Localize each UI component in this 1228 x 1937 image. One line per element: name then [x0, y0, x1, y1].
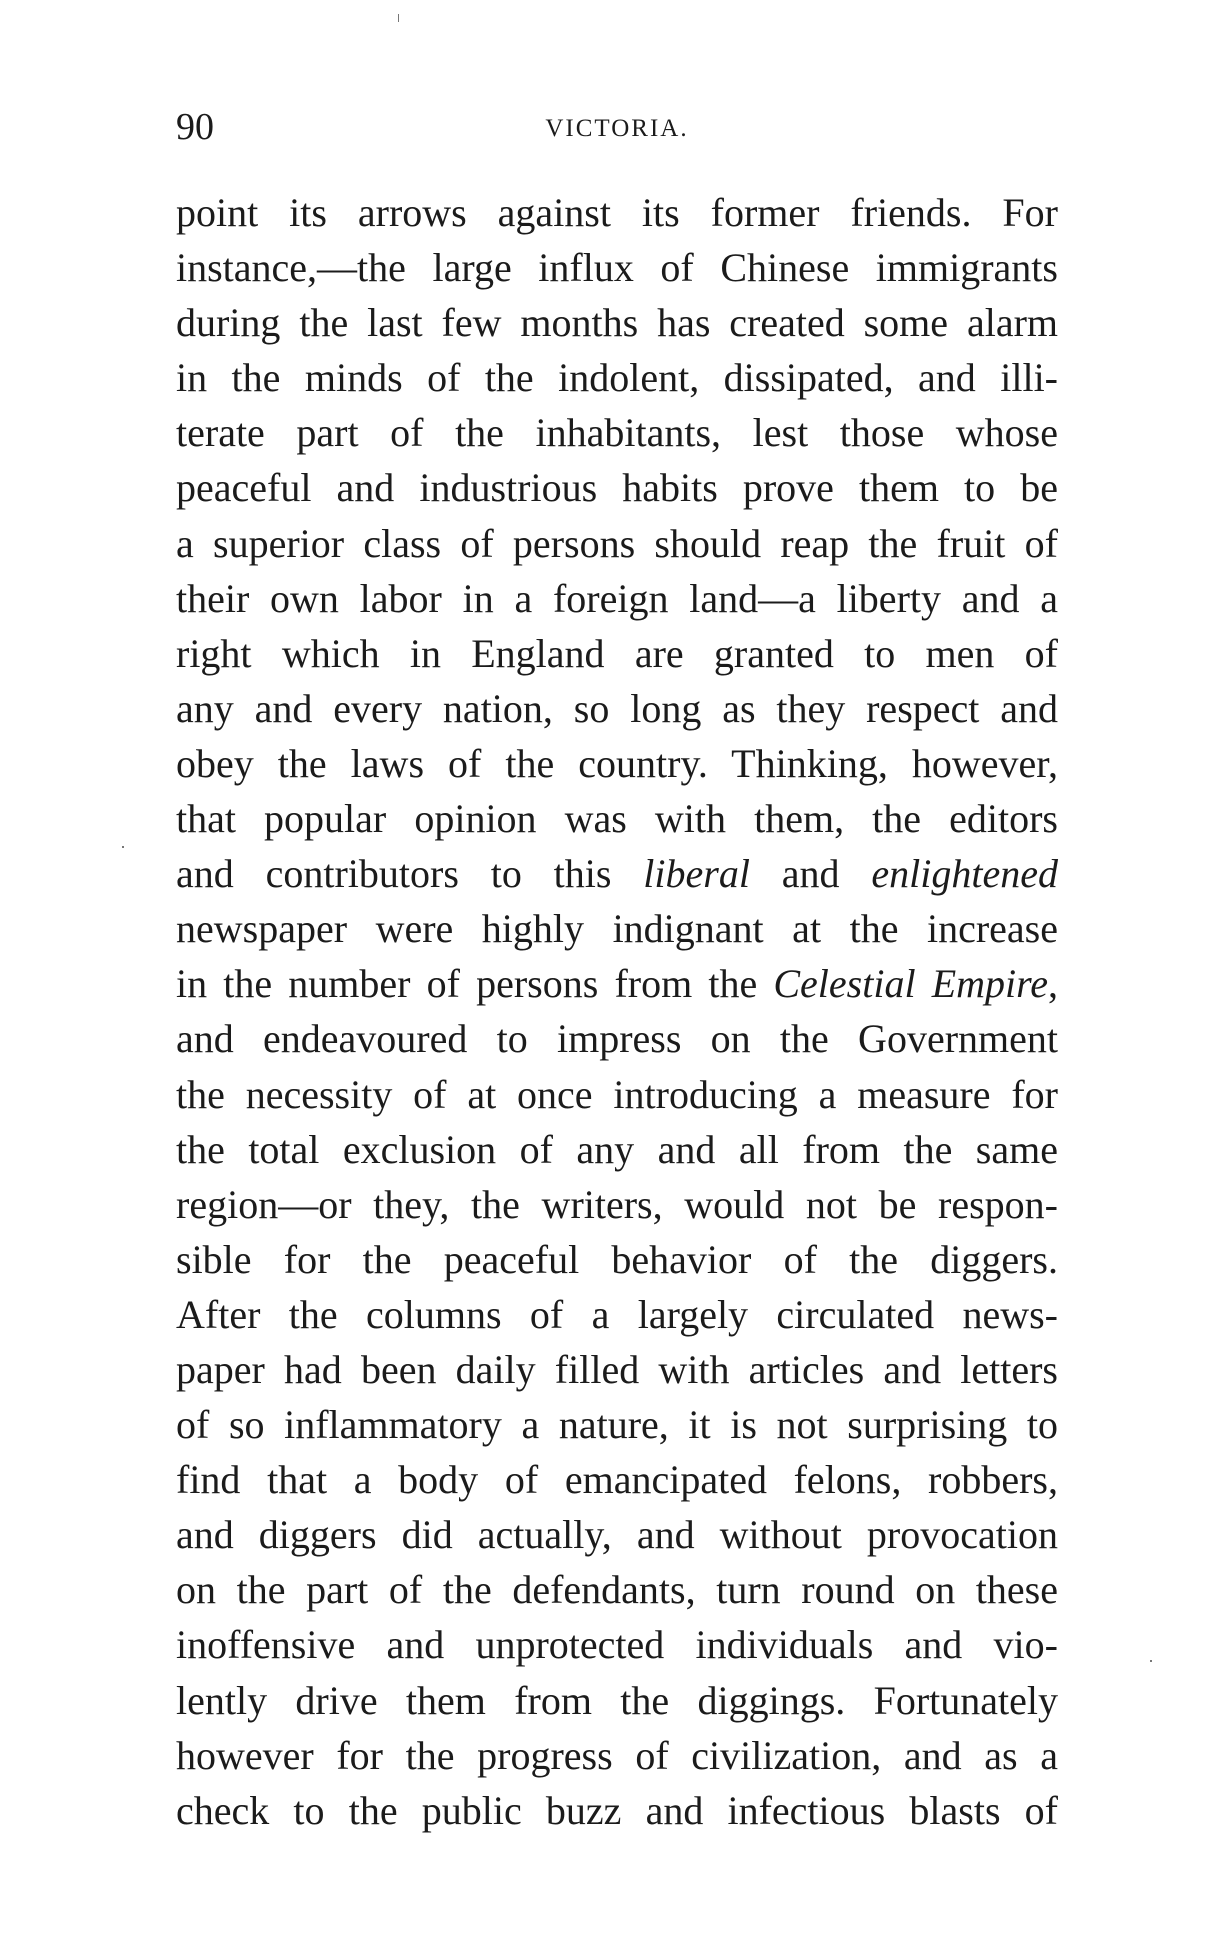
text-run: that popular opinion was with them, the editors: [176, 796, 1058, 842]
text-run: obey the laws of the country. Thinking, however,: [176, 740, 1058, 786]
text-run: the necessity of at once introducing a measure for: [176, 1071, 1058, 1117]
text-line: [176, 791, 1058, 846]
text-line: [176, 1011, 1058, 1066]
text-run: point its arrows against its former friends. For: [176, 190, 1058, 235]
text-line: [176, 1783, 1058, 1838]
text-line: [176, 846, 1058, 901]
text-run: a superior class of persons should reap the fruit of: [176, 520, 1058, 566]
page-number: 90: [176, 106, 214, 148]
running-title: VICTORIA.: [545, 115, 689, 142]
text-run: and contributors to this: [176, 851, 644, 897]
text-line: [176, 1562, 1058, 1617]
text-run: instance,—the large influx of Chinese immigrants: [176, 245, 1058, 291]
text-run: during the last few months has created some alarm: [176, 300, 1058, 346]
text-line: [176, 1452, 1058, 1507]
text-run: any and every nation, so long as they respect and: [176, 685, 1058, 731]
text-line: [176, 240, 1058, 295]
text-line: [176, 571, 1058, 626]
text-line: [176, 1122, 1058, 1177]
text-line: [176, 1507, 1058, 1562]
text-line: [176, 460, 1058, 515]
text-run: of so inflammatory a nature, it is not surprising to: [176, 1402, 1058, 1448]
text-line: [176, 295, 1058, 350]
text-run: sible for the peaceful behavior of the diggers.: [176, 1236, 1058, 1282]
text-line: [176, 1177, 1058, 1232]
text-run: lently drive them from the diggings. Fortunately: [176, 1677, 1058, 1723]
italic-text: enlightened: [871, 851, 1058, 897]
italic-text: Celestial Empire: [773, 961, 1048, 1007]
text-line: [176, 1342, 1058, 1397]
text-run: peaceful and industrious habits prove them to be: [176, 465, 1058, 511]
stray-mark: [398, 14, 399, 22]
text-run: ,: [1047, 961, 1058, 1007]
text-run: right which in England are granted to men of: [176, 630, 1058, 676]
text-run: terate part of the inhabitants, lest those whose: [176, 410, 1058, 456]
stray-mark: [1150, 1660, 1152, 1662]
running-head: [176, 102, 1058, 152]
text-run: and endeavoured to impress on the Government: [176, 1016, 1058, 1062]
text-run: in the number of persons from the: [176, 961, 774, 1007]
text-run: their own labor in a foreign land—a liberty and a: [176, 575, 1058, 621]
body-text: [176, 185, 1058, 1838]
text-run: in the minds of the indolent, dissipated, and illi-: [176, 355, 1058, 401]
stray-mark: [122, 846, 124, 848]
text-run: find that a body of emancipated felons, robbers,: [176, 1457, 1058, 1503]
text-run: region—or they, the writers, would not be respon-: [176, 1181, 1058, 1227]
text-line: [176, 350, 1058, 405]
text-line: [176, 1728, 1058, 1783]
text-line: [176, 1673, 1058, 1728]
text-run: on the part of the defendants, turn round on these: [176, 1567, 1058, 1613]
text-line: [176, 1287, 1058, 1342]
text-run: inoffensive and unprotected individuals and vio-: [176, 1622, 1058, 1668]
text-line: [176, 626, 1058, 681]
text-run: however for the progress of civilization, and as a: [176, 1732, 1058, 1778]
text-run: the total exclusion of any and all from the same: [176, 1126, 1058, 1172]
text-run: newspaper were highly indignant at the increase: [176, 906, 1058, 952]
text-run: paper had been daily filled with articles and letters: [176, 1346, 1058, 1392]
text-run: check to the public buzz and infectious blasts of: [176, 1787, 1058, 1833]
text-line: [176, 901, 1058, 956]
text-line: [176, 736, 1058, 791]
text-line: [176, 516, 1058, 571]
text-line: [176, 1232, 1058, 1287]
text-line: [176, 1617, 1058, 1672]
text-line: [176, 1067, 1058, 1122]
text-run: After the columns of a largely circulated news-: [176, 1291, 1058, 1337]
text-line: [176, 681, 1058, 736]
text-run: and: [749, 851, 872, 897]
text-line: [176, 405, 1058, 460]
text-line: [176, 956, 1058, 1011]
text-line: [176, 1397, 1058, 1452]
text-line: [176, 185, 1058, 240]
text-run: and diggers did actually, and without provocation: [176, 1512, 1058, 1558]
italic-text: liberal: [643, 851, 750, 897]
